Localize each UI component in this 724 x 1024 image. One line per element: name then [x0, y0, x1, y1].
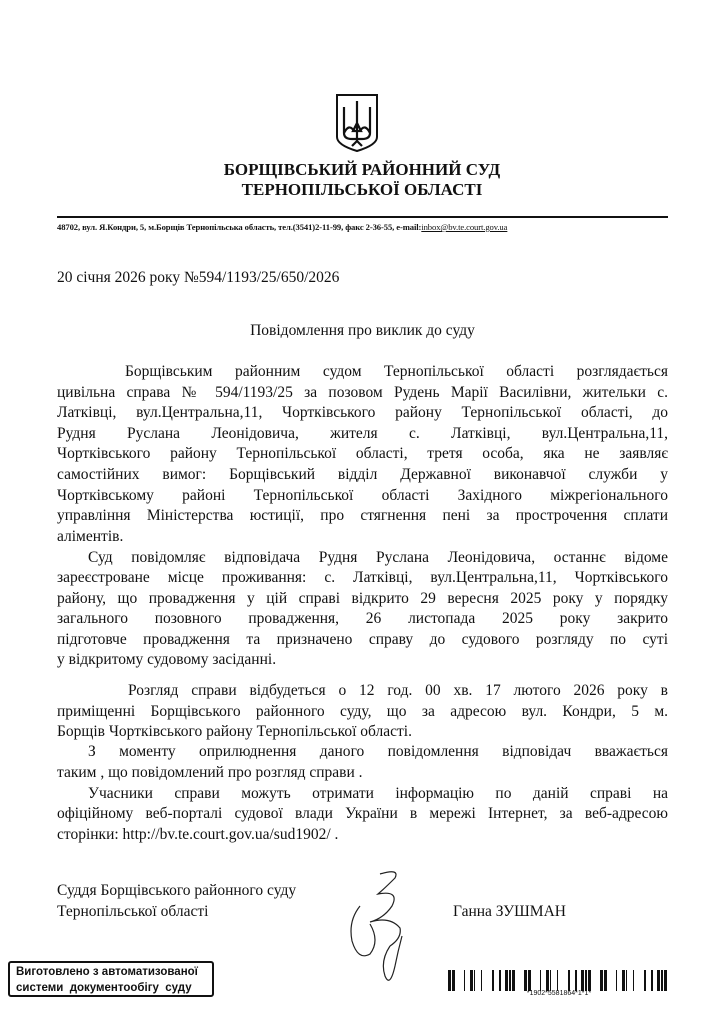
- barcode-bar: [626, 970, 627, 991]
- barcode-bar: [575, 970, 577, 991]
- automated-system-stamp: [8, 961, 214, 997]
- email-link[interactable]: inbox@bv.te.court.gov.ua: [421, 222, 508, 232]
- text-line: Борщівським районним судом Тернопільської області розглядається: [125, 363, 668, 380]
- header-divider: [57, 216, 668, 218]
- stamp-line2: системи документообігу суду: [16, 982, 192, 994]
- barcode-bar: [644, 970, 646, 991]
- barcode-bar: [452, 970, 455, 991]
- barcode-bar: [509, 970, 511, 991]
- text-line: у відкритому судовому засіданні.: [57, 651, 277, 668]
- address-text: 48702, вул. Я.Кондри, 5, м.Борщів Тернопільська область, тел.(3541)2-11-99, факс 2-36-55, e-mail:: [57, 222, 422, 232]
- barcode: [448, 970, 670, 991]
- barcode-bar: [661, 970, 663, 991]
- text-line: цивільна справа № 594/1193/25 за позовом Рудень Марії Василівни, жительки с.: [57, 384, 668, 401]
- barcode-bar: [622, 970, 625, 991]
- text-line: таким , що повідомлений про розгляд справи .: [57, 764, 363, 781]
- text-line: Суд повідомляє відповідача Рудня Руслана Леонідовича, останнє відоме: [88, 549, 668, 566]
- text-line: самостійних вимог: Борщівський відділ Державної виконавчої служби у: [57, 466, 668, 483]
- court-address: [57, 222, 507, 232]
- judge-position-line2: Тернопільської області: [57, 903, 209, 920]
- barcode-bar: [568, 970, 570, 991]
- barcode-bar: [448, 970, 451, 991]
- text-line: аліментів.: [57, 528, 124, 545]
- text-line: сторінки: http://bv.te.court.gov.ua/sud1902/ .: [57, 826, 339, 843]
- barcode-bar: [616, 970, 617, 991]
- barcode-bar: [492, 970, 494, 991]
- judge-position-line1: Суддя Борщівського районного суду: [57, 882, 297, 899]
- barcode-bar: [528, 970, 531, 991]
- barcode-bar: [512, 970, 515, 991]
- barcode-bar: [600, 970, 603, 991]
- text-line: приміщенні Борщівського районного суду, що за адресою вул. Кондри, 5 м.: [57, 703, 668, 720]
- handwritten-signature: [340, 866, 430, 991]
- barcode-bar: [505, 970, 508, 991]
- court-region: ТЕРНОПІЛЬСЬКОЇ ОБЛАСТІ: [241, 180, 483, 199]
- stamp-line1: Виготовлено з автоматизованої: [16, 966, 198, 978]
- barcode-bar: [470, 970, 473, 991]
- barcode-bar: [499, 970, 501, 991]
- text-line: З моменту оприлюднення даного повідомлення відповідач вважається: [88, 743, 668, 760]
- text-line: Чортківському районі Тернопільської області Західного міжрегіонального: [57, 487, 668, 504]
- trident-emblem-icon: [333, 93, 381, 153]
- text-line: Учасники справи можуть отримати інформацію по даній справі на: [88, 785, 668, 802]
- barcode-bar: [604, 970, 607, 991]
- barcode-text: *1902*5581864*1*1*: [526, 990, 592, 997]
- text-line: загального позовного провадження, 26 листопада 2025 року закрито: [57, 610, 668, 627]
- text-line: Рудня Руслана Леонідовича, жителя с. Латківці, вул.Центральна,11,: [57, 425, 668, 442]
- text-line: Розгляд справи відбудеться о 12 год. 00 хв. 17 лютого 2026 року в: [128, 682, 668, 699]
- text-line: Чортківського району Тернопільської області, третя особа, яка не заявляє: [57, 445, 668, 462]
- barcode-bar: [585, 970, 587, 991]
- text-line: управління Міністерства юстиції, про стягнення пені за прострочення сплати: [57, 507, 668, 524]
- barcode-bar: [588, 970, 591, 991]
- notice-title: Повідомлення про виклик до суду: [250, 322, 475, 339]
- barcode-bar: [464, 970, 465, 991]
- barcode-bar: [633, 970, 634, 991]
- barcode-bar: [664, 970, 667, 991]
- barcode-bar: [481, 970, 482, 991]
- barcode-bar: [550, 970, 551, 991]
- text-line: Борщів Чортківського району Тернопільської області.: [57, 723, 412, 740]
- text-line: району, що провадження у цій справі відкрито 29 вересня 2025 року у порядку: [57, 590, 668, 607]
- court-name: БОРЩІВСЬКИЙ РАЙОННИЙ СУД: [223, 160, 501, 179]
- barcode-bar: [657, 970, 660, 991]
- judge-name: Ганна ЗУШМАН: [453, 903, 566, 920]
- text-line: зареєстроване місце проживання: с. Латківці, вул.Центральна,11, Чортківського: [57, 569, 668, 586]
- barcode-bar: [524, 970, 527, 991]
- text-line: Латківці, вул.Центральна,11, Чортківського району Тернопільської області, до: [57, 404, 668, 421]
- barcode-bar: [581, 970, 584, 991]
- barcode-bar: [557, 970, 558, 991]
- barcode-bar: [474, 970, 475, 991]
- barcode-bar: [546, 970, 549, 991]
- text-line: підготовче провадження та призначено справу до судового розгляду по суті: [57, 631, 668, 648]
- barcode-bar: [540, 970, 541, 991]
- barcode-bar: [651, 970, 653, 991]
- text-line: офіційному веб-порталі судової влади України в мережі Інтернет, за веб-адресою: [57, 805, 668, 822]
- date-reference: 20 січня 2026 року №594/1193/25/650/2026: [57, 269, 340, 286]
